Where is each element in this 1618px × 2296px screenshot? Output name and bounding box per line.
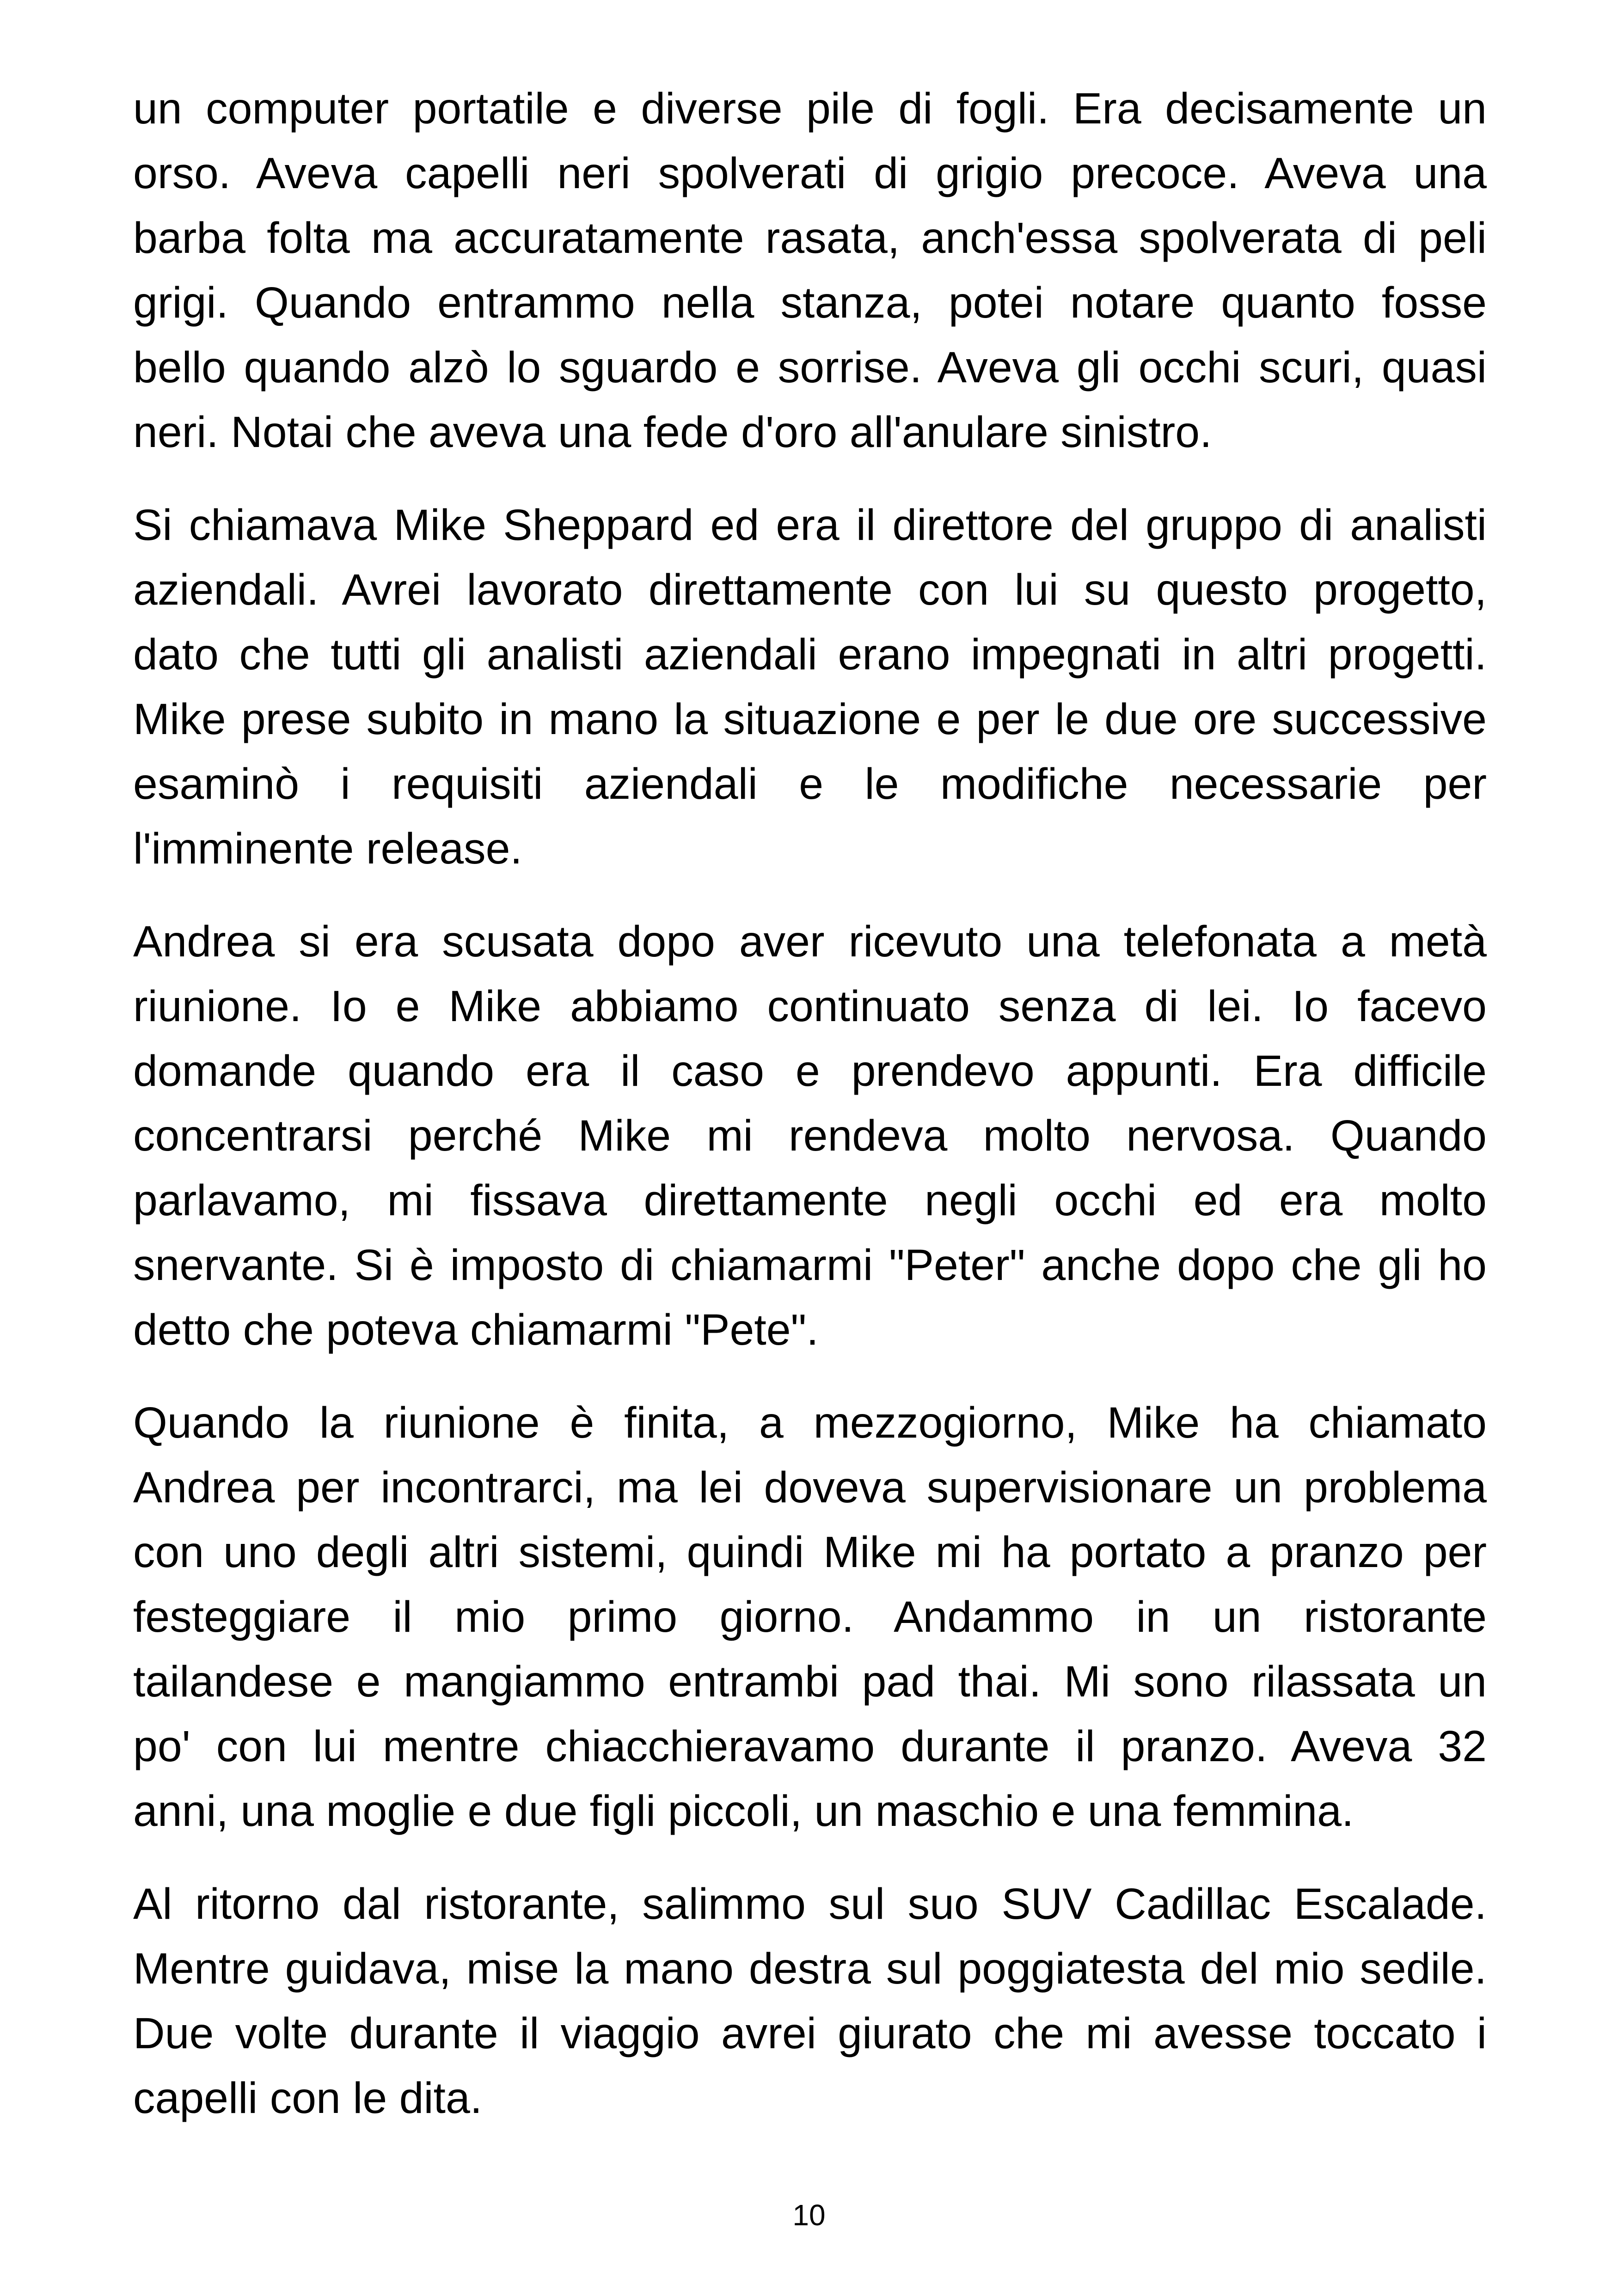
text-line: barba folta ma accuratamente rasata, anch'essa spolverata di peli: [133, 214, 1487, 263]
text-line: tailandese e mangiammo entrambi pad thai. Mi sono rilassata un: [133, 1657, 1487, 1706]
text-line: snervante. Si è imposto di chiamarmi "Peter" anche dopo che gli ho: [133, 1241, 1487, 1290]
text-line: Andrea per incontrarci, ma lei doveva supervisionare un problema: [133, 1463, 1487, 1512]
text-line: aziendali. Avrei lavorato direttamente con lui su questo progetto,: [133, 565, 1487, 614]
text-line: riunione. Io e Mike abbiamo continuato senza di lei. Io facevo: [133, 982, 1487, 1031]
paragraph: [133, 909, 1487, 1362]
text-line: concentrarsi perché Mike mi rendeva molto nervosa. Quando: [133, 1111, 1487, 1160]
text-line: anni, una moglie e due figli piccoli, un maschio e una femmina.: [133, 1787, 1354, 1836]
text-line: Al ritorno dal ristorante, salimmo sul suo SUV Cadillac Escalade.: [133, 1880, 1487, 1929]
text-line: festeggiare il mio primo giorno. Andammo in un ristorante: [133, 1592, 1487, 1641]
text-line: Mentre guidava, mise la mano destra sul poggiatesta del mio sedile.: [133, 1944, 1487, 1993]
text-line: po' con lui mentre chiacchieravamo durante il pranzo. Aveva 32: [133, 1722, 1487, 1771]
text-line: detto che poteva chiamarmi "Pete".: [133, 1305, 819, 1354]
text-line: con uno degli altri sistemi, quindi Mike mi ha portato a pranzo per: [133, 1528, 1487, 1577]
text-line: capelli con le dita.: [133, 2074, 483, 2123]
text-line: un computer portatile e diverse pile di fogli. Era decisamente un: [133, 84, 1487, 133]
text-line: dato che tutti gli analisti aziendali erano impegnati in altri progetti.: [133, 630, 1487, 679]
text-line: Mike prese subito in mano la situazione e per le due ore successive: [133, 695, 1487, 744]
text-line: parlavamo, mi fissava direttamente negli occhi ed era molto: [133, 1176, 1487, 1225]
page-number: 10: [792, 2198, 826, 2232]
text-line: esaminò i requisiti aziendali e le modifiche necessarie per: [133, 759, 1487, 808]
paragraph: [133, 76, 1487, 465]
text-line: grigi. Quando entrammo nella stanza, potei notare quanto fosse: [133, 278, 1487, 327]
text-line: Si chiamava Mike Sheppard ed era il direttore del gruppo di analisti: [133, 501, 1487, 550]
paragraph: [133, 493, 1487, 881]
text-line: domande quando era il caso e prendevo appunti. Era difficile: [133, 1047, 1487, 1096]
text-line: orso. Aveva capelli neri spolverati di grigio precoce. Aveva una: [133, 149, 1487, 198]
paragraph: [133, 1390, 1487, 1843]
text-line: l'imminente release.: [133, 824, 522, 873]
body-text: [133, 76, 1487, 2159]
text-line: Andrea si era scusata dopo aver ricevuto una telefonata a metà: [133, 917, 1487, 966]
paragraph: [133, 1872, 1487, 2131]
text-line: neri. Notai che aveva una fede d'oro all'anulare sinistro.: [133, 408, 1212, 457]
text-line: Quando la riunione è finita, a mezzogiorno, Mike ha chiamato: [133, 1398, 1487, 1447]
text-line: bello quando alzò lo sguardo e sorrise. Aveva gli occhi scuri, quasi: [133, 343, 1487, 392]
text-line: Due volte durante il viaggio avrei giurato che mi avesse toccato i: [133, 2009, 1487, 2058]
